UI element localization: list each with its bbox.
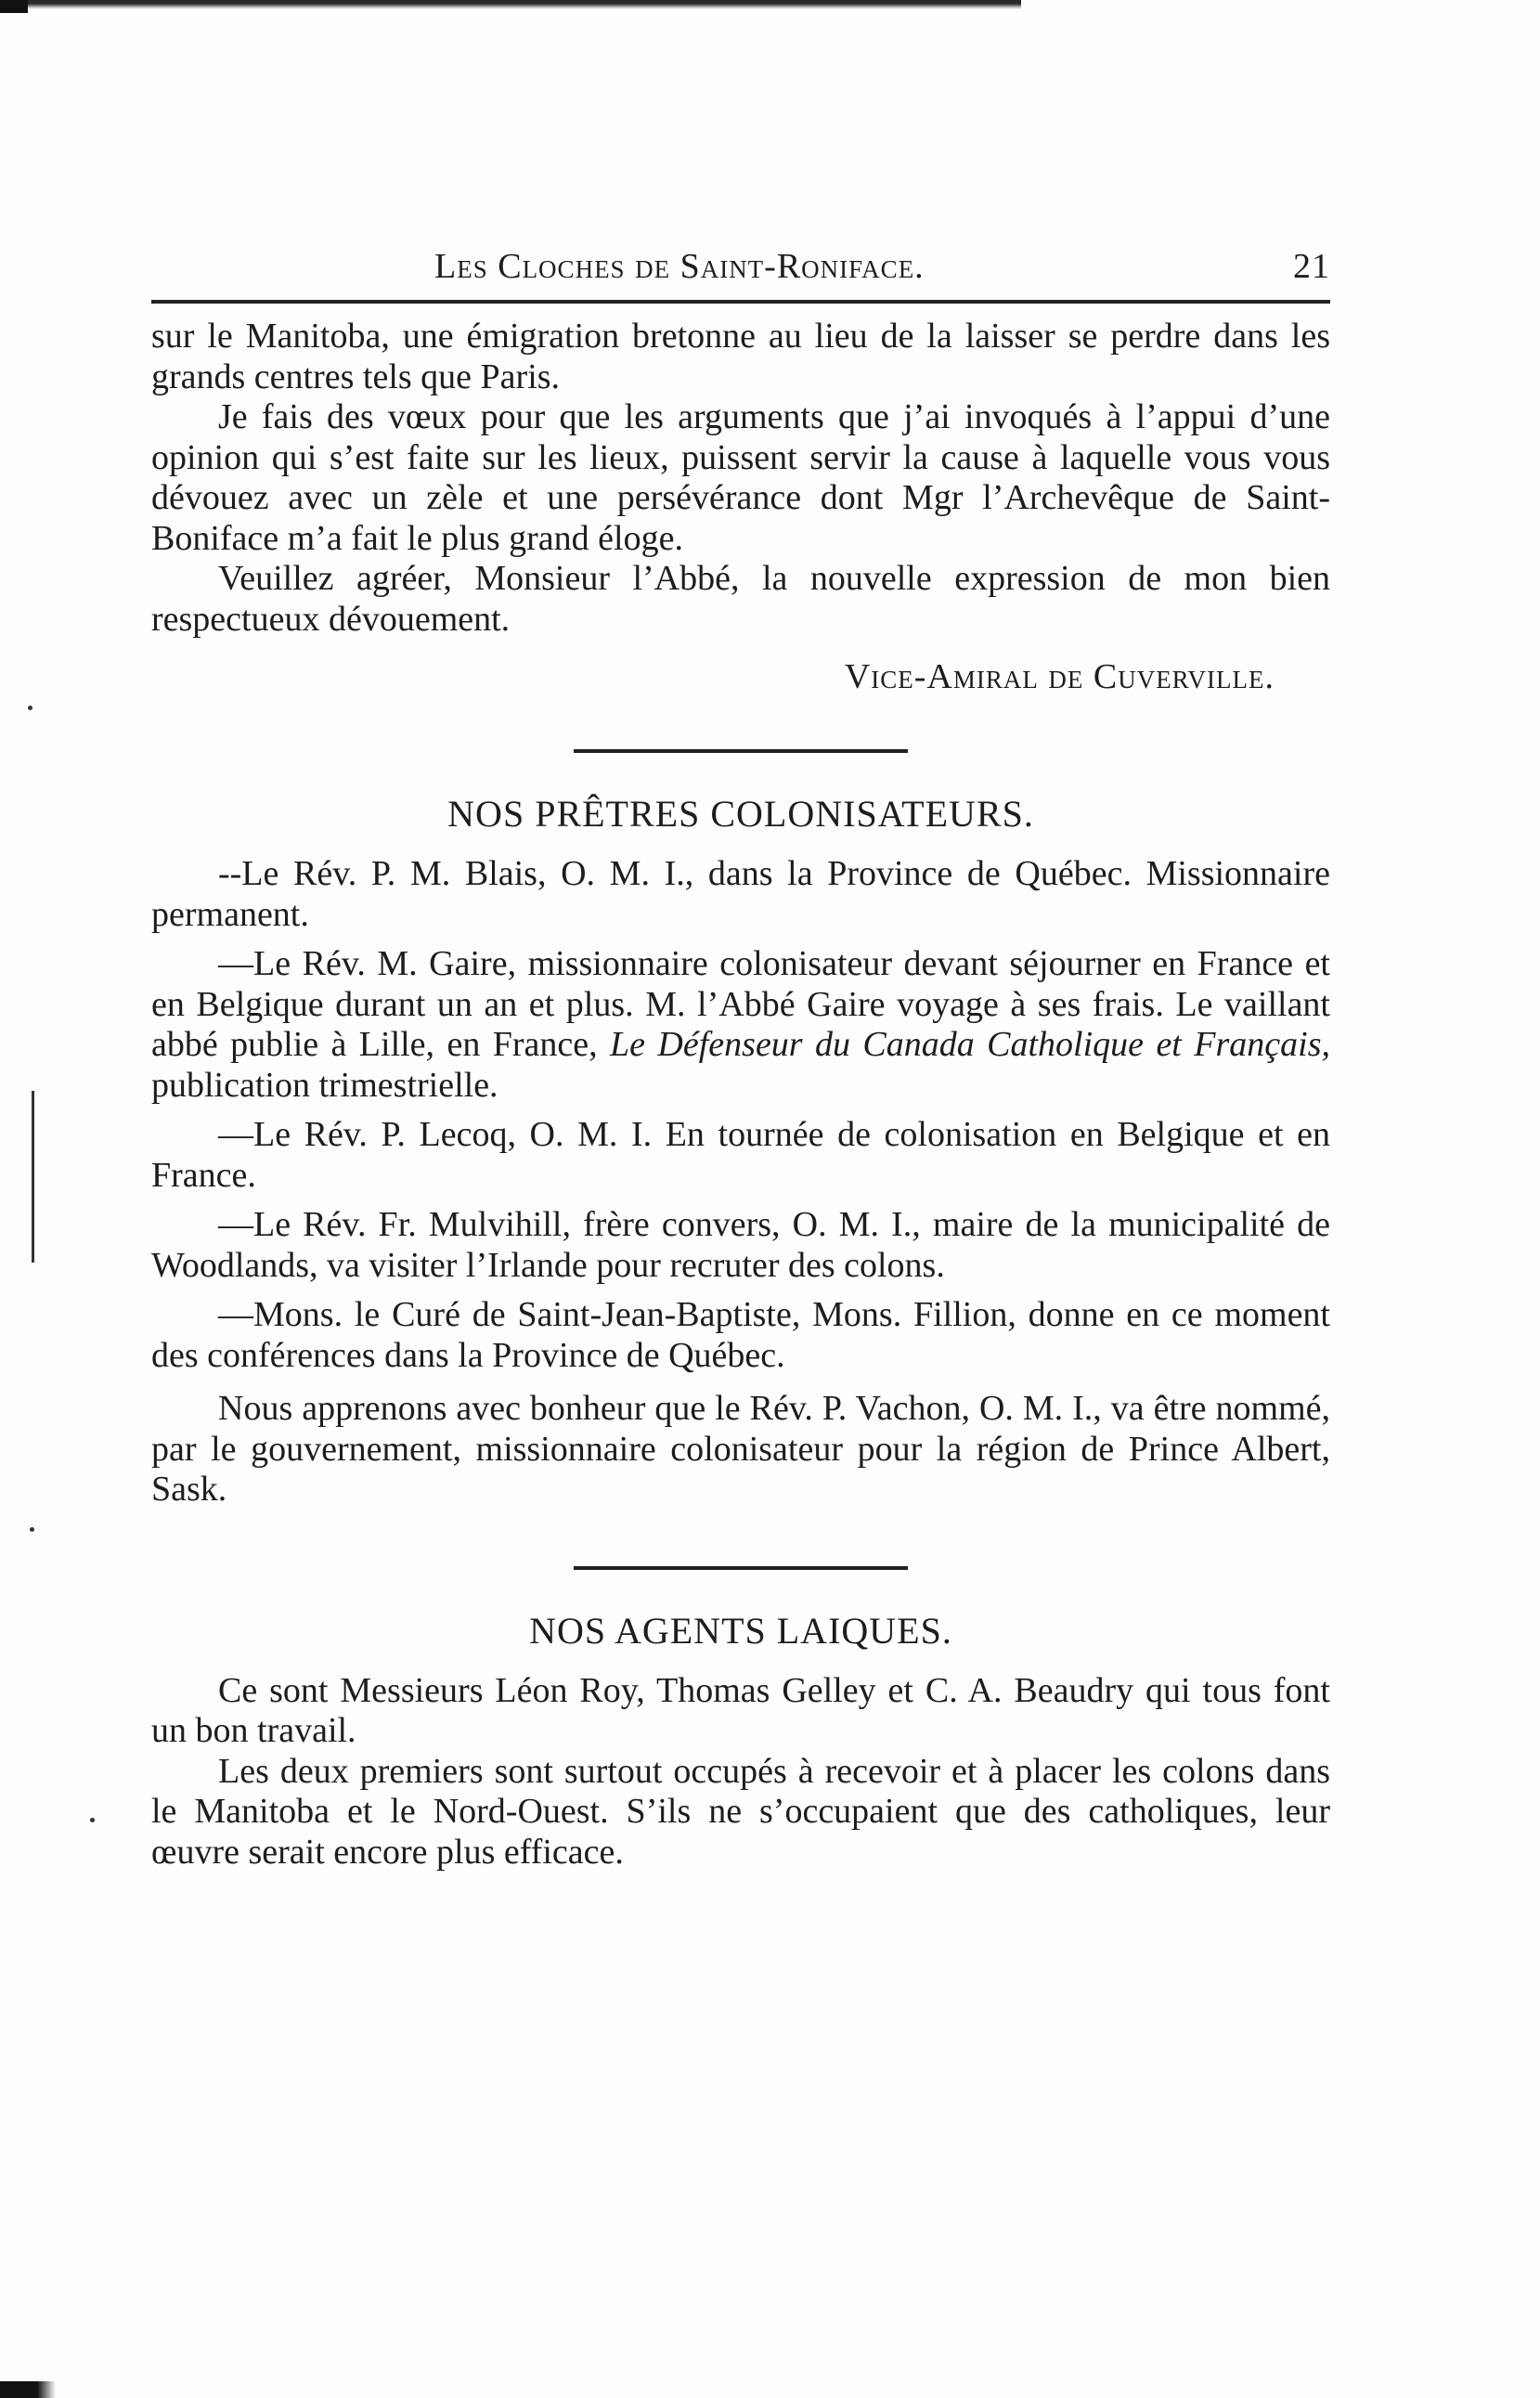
agents-paragraph-1: Ce sont Messieurs Léon Roy, Thomas Gelley et C. A. Beaudry qui tous font un bon travail. bbox=[151, 1670, 1330, 1750]
section-divider bbox=[574, 749, 908, 753]
letter-signature: Vice-Amiral de Cuverville. bbox=[844, 657, 1275, 696]
scan-mark-bottom-left bbox=[0, 2381, 56, 2398]
priest-entry-3: —Le Rév. P. Lecoq, O. M. I. En tournée de colonisation en Belgique et en France. bbox=[151, 1115, 1330, 1195]
page bbox=[151, 246, 1330, 1873]
letter-paragraph-1: sur le Manitoba, une émigration bretonne au lieu de la laisser se perdre dans les grands centres tels que Paris. bbox=[151, 317, 1330, 396]
priest-entry-2-tail: publication trimestrielle. bbox=[151, 1065, 498, 1105]
priest-entry-6: Nous apprenons avec bonheur que le Rév. P. Vachon, O. M. I., va être nommé, par le gouvernement, missionnaire colonisateur pour la région de Prince Albert, Sask. bbox=[151, 1389, 1330, 1509]
margin-line bbox=[32, 1091, 34, 1263]
header-rule bbox=[151, 300, 1330, 304]
priest-entry-1: --Le Rév. P. M. Blais, O. M. I., dans la Province de Québec. Missionnaire permanent. bbox=[151, 854, 1330, 934]
margin-dot bbox=[90, 1818, 95, 1822]
priest-entry-4: —Le Rév. Fr. Mulvihill, frère convers, O. M. I., maire de la municipalité de Woodlands, va visiter l’Irlande pour recruter des colons. bbox=[151, 1205, 1330, 1285]
running-title: Les Cloches de Saint-Roniface. bbox=[434, 247, 925, 286]
section-heading-priests: NOS PRÊTRES COLONISATEURS. bbox=[447, 793, 1034, 835]
letter-paragraph-3: Veuillez agréer, Monsieur l’Abbé, la nouvelle expression de mon bien respectueux dévouement. bbox=[151, 559, 1330, 639]
section-divider bbox=[574, 1566, 908, 1570]
margin-dot bbox=[28, 706, 32, 710]
running-head bbox=[151, 246, 1330, 292]
margin-dot bbox=[30, 1527, 34, 1532]
priest-entry-5: —Mons. le Curé de Saint-Jean-Baptiste, Mons. Fillion, donne en ce moment des conférences dans la Province de Québec. bbox=[151, 1295, 1330, 1375]
agents-paragraph-2: Les deux premiers sont surtout occupés à recevoir et à placer les colons dans le Manitoba et le Nord-Ouest. S’ils ne s’occupaient que des catholiques, leur œuvre serait encore plus efficace. bbox=[151, 1751, 1330, 1872]
priest-entry-2-text: —Le Rév. M. Gaire, missionnaire colonisateur devant séjourner en France et en Belgique durant un an et plus. M. l’Abbé Gaire voyage à ses frais. Le vaillant abbé publie à Lille, en France, bbox=[151, 944, 1330, 1064]
publication-title: Le Défenseur du Canada Catholique et Français, bbox=[610, 1025, 1330, 1064]
letter-paragraph-2: Je fais des vœux pour que les arguments que j’ai invoqués à l’appui d’une opinion qui s’est faite sur les lieux, puissent servir la cause à laquelle vous vous dévouez avec un zèle et une persévérance dont Mgr l’Archevêque de Saint-Boniface m’a fait le plus grand éloge. bbox=[151, 397, 1330, 558]
scan-mark-top-left bbox=[0, 0, 28, 13]
priest-entry-2 bbox=[151, 944, 1330, 1106]
page-number: 21 bbox=[1293, 247, 1330, 286]
section-heading-agents: NOS AGENTS LAIQUES. bbox=[529, 1609, 952, 1652]
scan-edge-top bbox=[0, 0, 1021, 9]
